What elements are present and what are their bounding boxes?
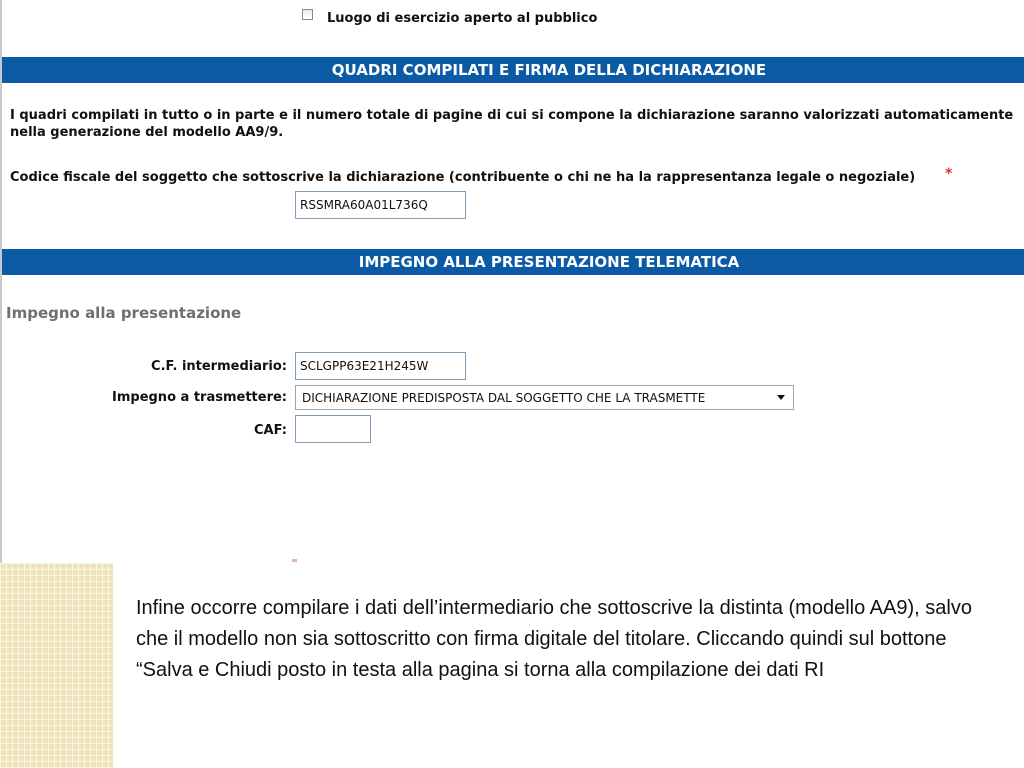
slide-caption: Infine occorre compilare i dati dell’intermediario che sottoscrive la distinta (modello AA9), salvo che il modello non sia sottoscritto con firma digitale del titolare. Cliccando quindi sul bottone “Salva e Chiudi posto in testa alla pagina si torna alla compilazione dei dati RI: [136, 597, 972, 681]
trasmettere-select[interactable]: [295, 385, 794, 410]
public-place-checkbox[interactable]: [302, 9, 313, 20]
caf-label: CAF:: [254, 423, 287, 438]
cf-signer-label: Codice fiscale del soggetto che sottoscrive la dichiarazione (contribuente o chi ne ha la rappresentanza legale o negoziale): [10, 170, 916, 185]
section-header-impegno: IMPEGNO ALLA PRESENTAZIONE TELEMATICA: [2, 249, 1024, 275]
public-place-checkbox-label: Luogo di esercizio aperto al pubblico: [327, 11, 598, 26]
quadri-note: I quadri compilati in tutto o in parte e il numero totale di pagine di cui si compone la dichiarazione saranno valorizzati automaticamente nella generazione del modello AA9/9.: [10, 108, 1014, 140]
stray-mark: [292, 559, 297, 562]
intermediario-label: C.F. intermediario:: [151, 359, 287, 374]
impegno-subtitle: Impegno alla presentazione: [6, 304, 242, 322]
trasmettere-selected-value: DICHIARAZIONE PREDISPOSTA DAL SOGGETTO CHE LA TRASMETTE: [302, 391, 706, 405]
trasmettere-label: Impegno a trasmettere:: [112, 390, 287, 405]
decorative-pattern-panel: [0, 563, 113, 768]
cf-signer-input[interactable]: RSSMRA60A01L736Q: [295, 191, 466, 219]
intermediario-input[interactable]: SCLGPP63E21H245W: [295, 352, 466, 380]
caf-input[interactable]: [295, 415, 371, 443]
required-marker: *: [945, 166, 953, 182]
chevron-down-icon[interactable]: [777, 395, 785, 400]
section-header-quadri: QUADRI COMPILATI E FIRMA DELLA DICHIARAZIONE: [2, 57, 1024, 83]
